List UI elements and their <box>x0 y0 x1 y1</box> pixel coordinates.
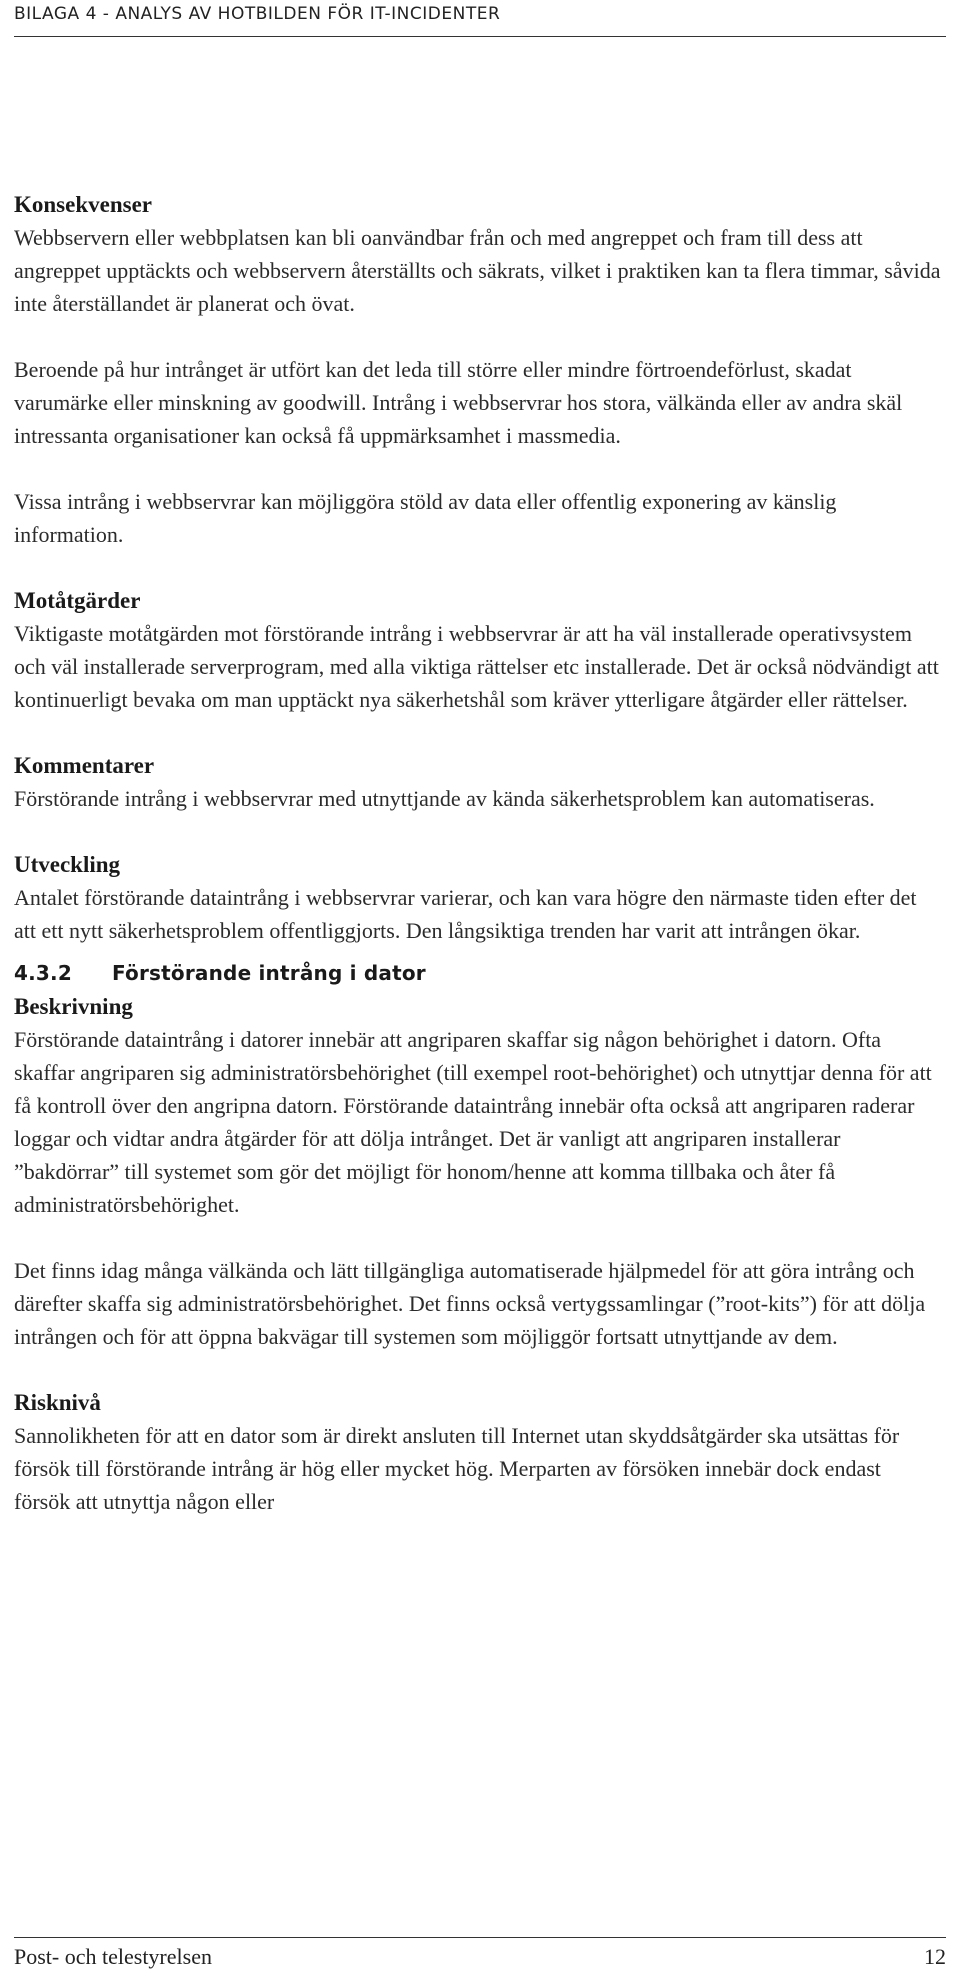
section-number: 4.3.2 <box>14 961 72 985</box>
heading-konsekvenser: Konsekvenser <box>14 192 152 217</box>
heading-beskrivning: Beskrivning <box>14 994 133 1019</box>
page-body <box>14 188 942 1518</box>
footer-divider <box>14 1937 946 1938</box>
page-footer <box>14 1944 946 1970</box>
heading-utveckling: Utveckling <box>14 852 121 877</box>
heading-riskniva: Risknivå <box>14 1390 101 1415</box>
paragraph-utveckling-1: Antalet förstörande dataintrång i webbservrar varierar, och kan vara högre den närmaste tiden efter det att ett nytt säkerhetsproblem offentliggjorts. Den långsiktiga trenden har varit att intrången ökar. <box>14 885 917 943</box>
page-number: 12 <box>924 1944 946 1969</box>
paragraph-konsekvenser-2: Beroende på hur intrånget är utfört kan det leda till större eller mindre förtroendeförlust, skadat varumärke eller minskning av goodwill. Intrång i webbservrar hos stora, välkända eller av andra skäl intressanta organisationer kan också få uppmärksamhet i massmedia. <box>14 357 903 448</box>
heading-motatgarder: Motåtgärder <box>14 588 141 613</box>
paragraph-riskniva-1: Sannolikheten för att en dator som är direkt ansluten till Internet utan skyddsåtgärder ska utsättas för försök till förstörande intrång är hög eller mycket hög. Merparten av försöken innebär dock endast försök att utnyttja någon eller <box>14 1423 900 1514</box>
footer-publisher: Post- och telestyrelsen <box>14 1944 212 1969</box>
paragraph-konsekvenser-1: Webbservern eller webbplatsen kan bli oanvändbar från och med angreppet och fram till dess att angreppet upptäckts och webbservern återställts och säkrats, vilket i praktiken kan ta flera timmar, såvida inte återställandet är planerat och övat. <box>14 225 941 316</box>
running-header <box>14 4 946 24</box>
heading-kommentarer: Kommentarer <box>14 753 155 778</box>
paragraph-motatgarder-1: Viktigaste motåtgärden mot förstörande intrång i webbservrar är att ha väl installerade operativsystem och väl installerade serverprogram, med alla viktiga rättelser etc installerade. Det är också nödvändigt att kontinuerligt bevaka om man upptäckt nya säkerhetshål som kräver ytterligare åtgärder eller rättelser. <box>14 621 939 712</box>
running-header-title: BILAGA 4 - ANALYS AV HOTBILDEN FÖR IT-INCIDENTER <box>14 4 501 24</box>
paragraph-konsekvenser-3: Vissa intrång i webbservrar kan möjliggöra stöld av data eller offentlig exponering av känslig information. <box>14 489 837 547</box>
paragraph-beskrivning-1: Förstörande dataintrång i datorer innebär att angriparen skaffar sig någon behörighet i datorn. Ofta skaffar angriparen sig administratörsbehörighet (till exempel root-behörighet) och utnyttjar denna för att få kontroll över den angripna datorn. Förstörande dataintrång innebär ofta också att angriparen raderar loggar och vidtar andra åtgärder för att dölja intrånget. Det är vanligt att angriparen installerar ”bakdörrar” till systemet som gör det möjligt för honom/henne att komma tillbaka och åter få administratörsbehörighet. <box>14 1027 932 1217</box>
paragraph-kommentarer-1: Förstörande intrång i webbservrar med utnyttjande av kända säkerhetsproblem kan automatiseras. <box>14 786 875 811</box>
paragraph-beskrivning-2: Det finns idag många välkända och lätt tillgängliga automatiserade hjälpmedel för att göra intrång och därefter skaffa sig administratörsbehörighet. Det finns också vertygssamlingar (”root-kits”) för att dölja intrången och för att öppna bakvägar till systemen som möjliggör fortsatt utnyttjande av dem. <box>14 1258 926 1349</box>
header-divider <box>14 36 946 37</box>
section-title: Förstörande intrång i dator <box>112 961 426 985</box>
section-heading-4-3-2 <box>14 957 942 990</box>
